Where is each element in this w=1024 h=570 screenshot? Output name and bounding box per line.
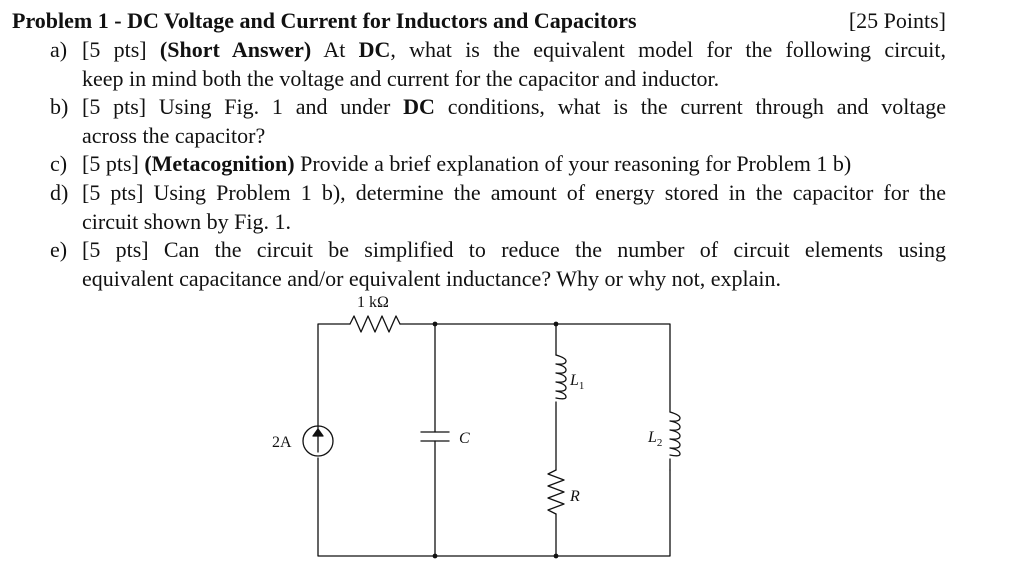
question-text: At [323,37,346,62]
question-text: [5 pts] Can the circuit be simplified to reduce the number of circuit elements using [82,237,946,262]
question-points: [5 pts] [82,37,147,62]
capacitor-label: C [459,430,470,447]
inductor-l2-coil [670,412,680,456]
question-label: c) [50,151,68,176]
question-text: [5 pts] Using Fig. 1 and under [82,94,391,119]
question-label: b) [50,94,69,119]
current-source-label: 2A [272,434,292,451]
junction-dot [433,322,438,327]
question-text: equivalent capacitance and/or equivalent inductance? Why or why not, explain. [82,265,782,291]
wire-left-top [318,324,350,436]
question-label: e) [50,237,68,262]
resistor-1k-label: 1 kΩ [357,294,389,311]
junction-dot [554,322,559,327]
junction-dot [554,554,559,559]
inductor-l2-label [647,429,662,449]
resistor-r [548,470,564,514]
question-text: circuit shown by Fig. 1. [82,208,291,234]
question-label: a) [50,37,68,62]
question-text: , what is the equivalent model for the following circuit, [390,37,947,62]
question-bold-word: DC [403,94,435,119]
inductor-l2-letter: L [648,429,657,446]
question-text: Provide a brief explanation of your reasoning for Problem 1 b) [300,151,852,176]
question-text: keep in mind both the voltage and current for the capacitor and inductor. [82,65,720,91]
wire-top-right [400,324,670,412]
resistor-1k [350,316,400,332]
problem-title: Problem 1 - DC Voltage and Current for Inductors and Capacitors [12,8,637,33]
question-text: [5 pts] Using Problem 1 b), determine the amount of energy stored in the capacitor for the [82,180,946,205]
question-tag: (Metacognition) [144,151,295,176]
wire-bottom [318,458,670,556]
inductor-l1-letter: L [570,372,579,389]
inductor-l1-subscript: 1 [578,380,585,392]
current-source-arrow-head [313,429,323,436]
question-label: d) [50,180,69,205]
junction-dot [433,554,438,559]
question-text: [5 pts] [82,151,139,176]
question-tag: (Short Answer) [159,37,312,62]
problem-points: [25 Points] [848,8,946,33]
question-bold-word: DC [358,37,391,62]
inductor-l2-subscript: 2 [656,437,663,449]
inductor-l1-label [569,372,584,392]
resistor-r-label: R [570,488,580,505]
question-text: conditions, what is the current through and voltage [447,94,947,119]
question-text: across the capacitor? [82,122,266,148]
inductor-l1-coil [556,355,566,399]
